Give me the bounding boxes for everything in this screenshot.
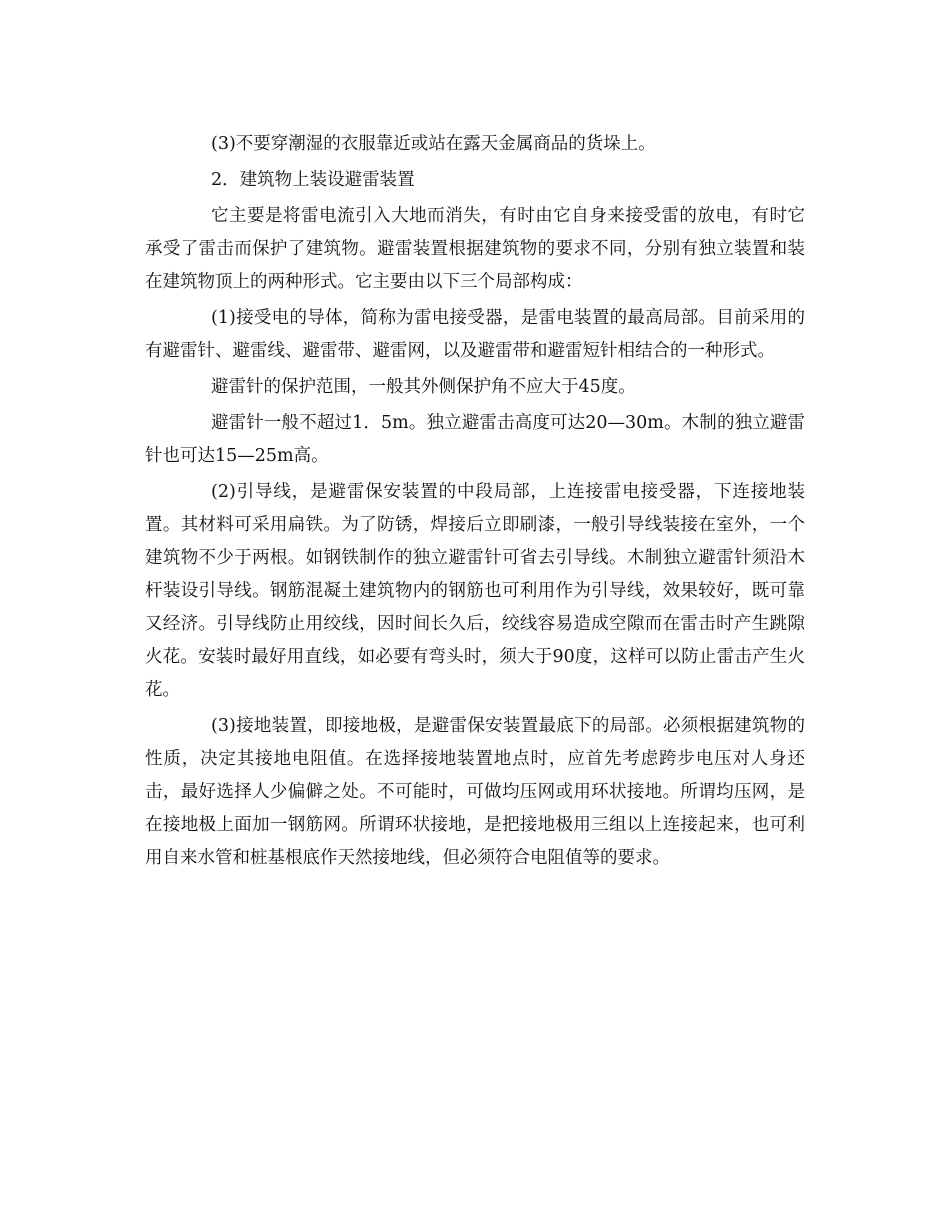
paragraph-protection-range: 避雷针的保护范围，一般其外侧保护角不应大于45度。 [211, 377, 636, 397]
paragraph-receiver: (1)接受电的导体，简称为雷电接受器，是雷电装置的最高局部。目前采用的有避雷针、避雷线、避雷带、避雷网，以及避雷带和避雷短针相结合的一种形式。 [145, 308, 805, 361]
paragraph-grounding: (3)接地装置，即接地极，是避雷保安装置最底下的局部。必须根据建筑物的性质，决定其接地电阻值。在选择接地装置地点时，应首先考虑跨步电压对人身还击，最好选择人少偏僻之处。不可能时，可做均压网或用环状接地。所谓均压网，是在接地极上面加一钢筋网。所谓环状接地，是把接地极用三组以上连接起来，也可利用自来水管和桩基根底作天然接地线，但必须符合电阻值等的要求。 [145, 716, 805, 868]
paragraph-intro: 它主要是将雷电流引入大地而消失，有时由它自身来接受雷的放电，有时它承受了雷击而保护了建筑物。避雷装置根据建筑物的要求不同，分别有独立装置和装在建筑物顶上的两种形式。它主要由以下三个局部构成： [145, 206, 805, 292]
paragraph-item-3-wet-clothes: (3)不要穿潮湿的衣服靠近或站在露天金属商品的货垛上。 [211, 134, 656, 154]
section-heading-lightning-device: 2．建筑物上装设避雷装置 [211, 170, 415, 190]
paragraph-rod-height: 避雷针一般不超过1．5m。独立避雷击高度可达20—30m。木制的独立避雷针也可达15—25m高。 [145, 413, 805, 466]
paragraph-down-conductor: (2)引导线，是避雷保安装置的中段局部，上连接雷电接受器，下连接地装置。其材料可采用扁铁。为了防锈，焊接后立即刷漆，一般引导线装接在室外，一个建筑物不少于两根。如钢铁制作的独立避雷针可省去引导线。木制独立避雷针须沿木杆装设引导线。钢筋混凝土建筑物内的钢筋也可利用作为引导线，效果较好，既可靠又经济。引导线防止用绞线，因时间长久后，绞线容易造成空隙而在雷击时产生跳隙火花。安装时最好用直线，如必要有弯头时，须大于90度，这样可以防止雷击产生火花。 [145, 482, 805, 700]
document-body [145, 128, 805, 875]
